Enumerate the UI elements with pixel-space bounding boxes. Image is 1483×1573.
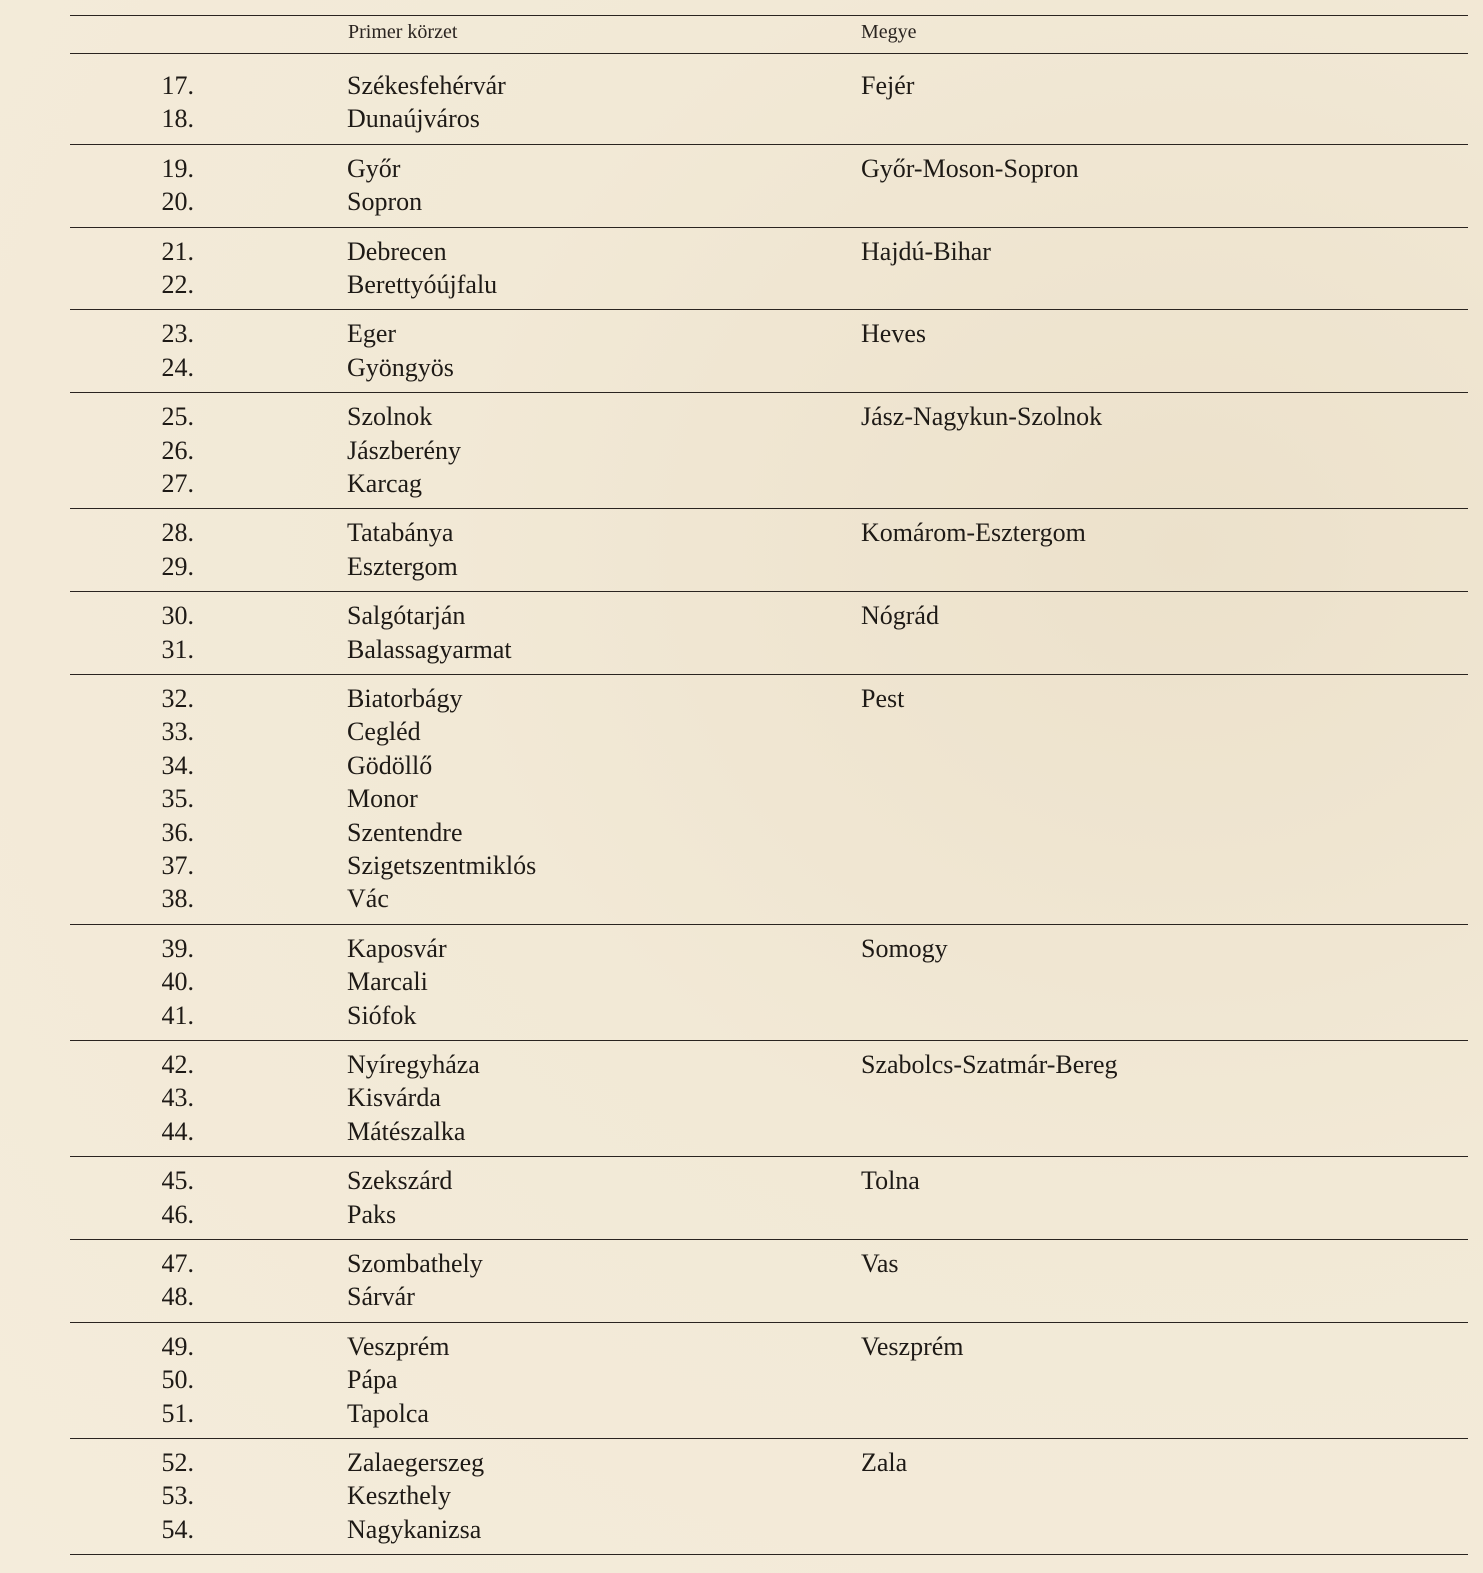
primer-korzet-cell: Dunaújváros <box>347 104 480 134</box>
primer-korzet-cell: Kisvárda <box>347 1083 441 1113</box>
primer-korzet-cell: Zalaegerszeg <box>347 1448 485 1477</box>
megye-cell: Jász-Nagykun-Szolnok <box>861 402 1103 432</box>
header-rule <box>70 53 1468 54</box>
primer-korzet-cell: Sopron <box>347 187 423 217</box>
row-number: 39. <box>161 933 194 963</box>
primer-korzet-cell: Esztergom <box>347 551 458 581</box>
table-row <box>0 999 1483 1033</box>
row-number: 19. <box>161 153 194 183</box>
group-divider <box>70 144 1468 145</box>
row-number: 38. <box>161 884 194 914</box>
primer-korzet-cell: Kaposvár <box>347 933 447 963</box>
megye-cell: Nógrád <box>861 601 939 631</box>
megye-cell: Zala <box>861 1448 908 1477</box>
megye-cell: Veszprém <box>861 1331 964 1361</box>
table-row <box>0 749 1483 783</box>
table-row <box>0 882 1483 916</box>
table-row <box>0 1081 1483 1115</box>
table-row <box>0 102 1483 136</box>
megye-cell: Fejér <box>861 71 915 100</box>
group-divider <box>70 1554 1468 1555</box>
table-row <box>0 550 1483 584</box>
group-divider <box>70 674 1468 675</box>
row-number: 35. <box>161 784 194 814</box>
group-divider <box>70 1438 1468 1439</box>
group-divider <box>70 924 1468 925</box>
table-row <box>0 1513 1483 1547</box>
primer-korzet-cell: Tatabánya <box>347 518 454 548</box>
row-number: 23. <box>161 319 194 349</box>
table-row <box>0 268 1483 302</box>
table-row <box>0 1479 1483 1513</box>
row-number: 47. <box>161 1249 194 1278</box>
primer-korzet-cell: Nyíregyháza <box>347 1050 480 1079</box>
megye-cell: Somogy <box>861 933 948 963</box>
table-row <box>0 633 1483 667</box>
table-row <box>0 1330 1483 1364</box>
primer-korzet-cell: Paks <box>347 1199 397 1229</box>
table-row <box>0 1048 1483 1082</box>
primer-korzet-cell: Siófok <box>347 1000 417 1030</box>
row-number: 40. <box>161 967 194 997</box>
primer-korzet-cell: Jászberény <box>347 435 462 465</box>
table-top-rule <box>70 15 1468 16</box>
megye-cell: Tolna <box>861 1166 920 1196</box>
group-divider <box>70 392 1468 393</box>
group-divider <box>70 1322 1468 1323</box>
primer-korzet-cell: Balassagyarmat <box>347 634 512 664</box>
row-number: 26. <box>161 435 194 465</box>
table-row <box>0 1280 1483 1314</box>
primer-korzet-cell: Székesfehérvár <box>347 71 506 100</box>
primer-korzet-cell: Nagykanizsa <box>347 1514 482 1544</box>
row-number: 46. <box>161 1199 194 1229</box>
row-number: 53. <box>161 1481 194 1511</box>
primer-korzet-cell: Tapolca <box>347 1398 429 1428</box>
table-row <box>0 235 1483 269</box>
table-row <box>0 1247 1483 1281</box>
primer-korzet-cell: Salgótarján <box>347 601 466 631</box>
row-number: 52. <box>161 1448 194 1477</box>
table-row <box>0 351 1483 385</box>
row-number: 30. <box>161 601 194 631</box>
table-row <box>0 1164 1483 1198</box>
primer-korzet-cell: Karcag <box>347 469 423 498</box>
primer-korzet-cell: Vác <box>347 884 389 914</box>
primer-korzet-cell: Győr <box>347 153 401 183</box>
primer-korzet-cell: Sárvár <box>347 1282 415 1312</box>
row-number: 18. <box>161 104 194 134</box>
row-number: 49. <box>161 1331 194 1361</box>
primer-korzet-cell: Szombathely <box>347 1249 483 1278</box>
row-number: 22. <box>161 270 194 299</box>
table-row <box>0 1363 1483 1397</box>
row-number: 36. <box>161 817 194 847</box>
row-number: 34. <box>161 750 194 780</box>
megye-cell: Komárom-Esztergom <box>861 518 1086 548</box>
primer-korzet-cell: Mátészalka <box>347 1116 466 1146</box>
table-row <box>0 1198 1483 1232</box>
primer-korzet-cell: Marcali <box>347 967 428 997</box>
primer-korzet-cell: Szolnok <box>347 402 433 432</box>
table-row <box>0 317 1483 351</box>
table-row <box>0 516 1483 550</box>
primer-korzet-cell: Gyöngyös <box>347 352 454 382</box>
row-number: 50. <box>161 1365 194 1395</box>
table-row <box>0 715 1483 749</box>
row-number: 37. <box>161 851 194 880</box>
megye-cell: Pest <box>861 684 905 713</box>
megye-cell: Vas <box>861 1249 899 1278</box>
group-divider <box>70 1239 1468 1240</box>
table-row <box>0 1397 1483 1431</box>
table-row <box>0 152 1483 186</box>
primer-korzet-cell: Szigetszentmiklós <box>347 851 537 880</box>
primer-korzet-cell: Veszprém <box>347 1331 450 1361</box>
primer-korzet-cell: Szentendre <box>347 817 463 847</box>
row-number: 44. <box>161 1116 194 1146</box>
row-number: 24. <box>161 352 194 382</box>
primer-korzet-cell: Pápa <box>347 1365 398 1395</box>
row-number: 17. <box>161 71 194 100</box>
primer-korzet-cell: Biatorbágy <box>347 684 463 713</box>
row-number: 27. <box>161 469 194 498</box>
header-megye: Megye <box>861 21 917 43</box>
table-row <box>0 932 1483 966</box>
primer-korzet-cell: Eger <box>347 319 397 349</box>
primer-korzet-cell: Keszthely <box>347 1481 451 1511</box>
primer-korzet-cell: Berettyóújfalu <box>347 270 498 299</box>
table-row <box>0 849 1483 883</box>
row-number: 45. <box>161 1166 194 1196</box>
table-row <box>0 69 1483 103</box>
primer-korzet-cell: Gödöllő <box>347 750 433 780</box>
row-number: 28. <box>161 518 194 548</box>
megye-cell: Hajdú-Bihar <box>861 236 991 266</box>
row-number: 51. <box>161 1398 194 1428</box>
row-number: 29. <box>161 551 194 581</box>
row-number: 32. <box>161 684 194 713</box>
table-row <box>0 185 1483 219</box>
row-number: 41. <box>161 1000 194 1030</box>
table-row <box>0 682 1483 716</box>
group-divider <box>70 591 1468 592</box>
primer-korzet-cell: Szekszárd <box>347 1166 453 1196</box>
row-number: 21. <box>161 236 194 266</box>
group-divider <box>70 309 1468 310</box>
group-divider <box>70 1040 1468 1041</box>
megye-cell: Győr-Moson-Sopron <box>861 153 1079 183</box>
row-number: 54. <box>161 1514 194 1544</box>
table-row <box>0 816 1483 850</box>
primer-korzet-cell: Debrecen <box>347 236 447 266</box>
table-row <box>0 400 1483 434</box>
megye-cell: Heves <box>861 319 926 349</box>
primer-korzet-cell: Cegléd <box>347 717 421 747</box>
row-number: 31. <box>161 634 194 664</box>
table-row <box>0 782 1483 816</box>
row-number: 33. <box>161 717 194 747</box>
row-number: 42. <box>161 1050 194 1079</box>
header-primer-korzet: Primer körzet <box>348 21 458 43</box>
table-header <box>0 21 1483 49</box>
table-row <box>0 965 1483 999</box>
row-number: 48. <box>161 1282 194 1312</box>
table-row <box>0 1115 1483 1149</box>
table-row <box>0 599 1483 633</box>
row-number: 25. <box>161 402 194 432</box>
row-number: 43. <box>161 1083 194 1113</box>
group-divider <box>70 1156 1468 1157</box>
row-number: 20. <box>161 187 194 217</box>
table-row <box>0 434 1483 468</box>
table-row <box>0 467 1483 501</box>
group-divider <box>70 227 1468 228</box>
table-row <box>0 1446 1483 1480</box>
primer-korzet-cell: Monor <box>347 784 418 814</box>
group-divider <box>70 508 1468 509</box>
megye-cell: Szabolcs-Szatmár-Bereg <box>861 1050 1118 1079</box>
